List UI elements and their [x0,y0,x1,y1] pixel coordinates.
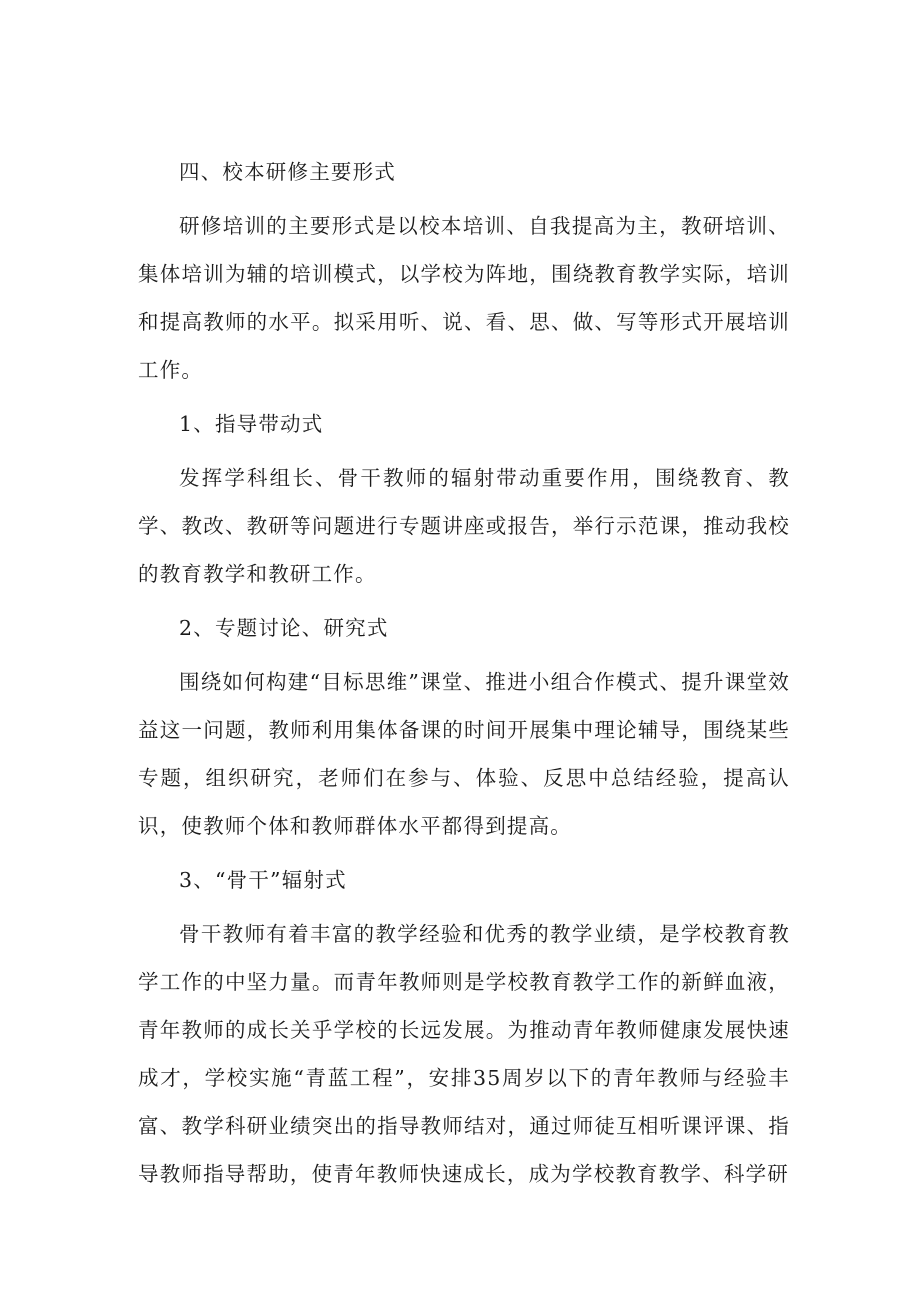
section-heading: 四、校本研修主要形式 [179,160,396,184]
item-heading-3: 3、“骨干”辐射式 [179,868,347,892]
item-paragraph-2: 围绕如何构建“目标思维”课堂、推进小组合作模式、提升课堂效益这一问题，教师利用集体备课的时间开展集中理论辅导，围绕某些专题，组织研究，老师们在参与、体验、反思中总结经验，提高认识，使教师个体和教师群体水平都得到提高。 [138,670,790,838]
document-body [138,148,790,1198]
item-heading-1: 1、指导带动式 [179,412,324,436]
intro-paragraph: 研修培训的主要形式是以校本培训、自我提高为主，教研培训、集体培训为辅的培训模式，以学校为阵地，围绕教育教学实际，培训和提高教师的水平。拟采用听、说、看、思、做、写等形式开展培训工作。 [138,214,790,382]
item-heading-2: 2、专题讨论、研究式 [179,616,389,640]
item-paragraph-3: 骨干教师有着丰富的教学经验和优秀的教学业绩，是学校教育教学工作的中坚力量。而青年教师则是学校教育教学工作的新鲜血液，青年教师的成长关乎学校的长远发展。为推动青年教师健康发展快速成才，学校实施“青蓝工程”，安排35周岁以下的青年教师与经验丰富、教学科研业绩突出的指导教师结对，通过师徒互相听课评课、指导教师指导帮助，使青年教师快速成长，成为学校教育教学、科学研 [138,922,790,1186]
item-paragraph-1: 发挥学科组长、骨干教师的辐射带动重要作用，围绕教育、教学、教改、教研等问题进行专题讲座或报告，举行示范课，推动我校的教育教学和教研工作。 [138,466,790,586]
